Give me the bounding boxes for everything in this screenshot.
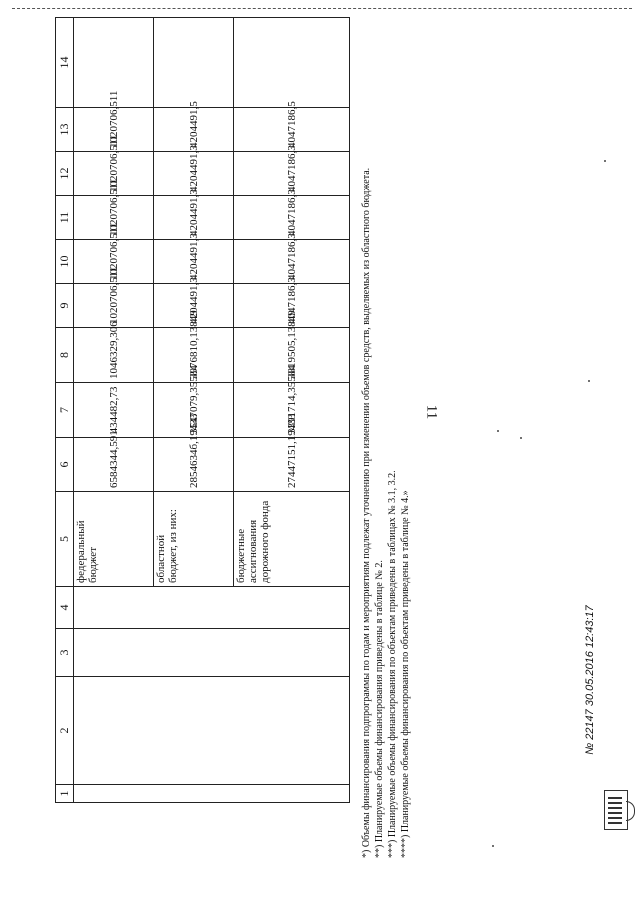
page-number: 11 (423, 404, 440, 420)
column-header: 8 (56, 328, 74, 383)
scan-speck (520, 437, 522, 439)
value-cell: 1020706,511 (74, 240, 154, 284)
value-cell: 1020706,511 (74, 196, 154, 240)
table-row (74, 18, 154, 803)
column-header: 11 (56, 196, 74, 240)
value-cell: 3819505,13849 (234, 328, 350, 383)
table-cell (74, 677, 350, 785)
column-header: 5 (56, 492, 74, 587)
footnote: **) Планируемые объемы финансирования приведены в таблице № 2. (374, 560, 385, 858)
table-cell (74, 785, 350, 803)
column-header: 3 (56, 629, 74, 677)
value-cell: 4204491,3 (154, 284, 234, 328)
column-header: 7 (56, 383, 74, 438)
footnote: *) Объемы финансирования подпрограммы по годам и мероприятиям подлежат уточнению при изменении объемов средств, выделяемых из областного бюджета. (361, 167, 372, 858)
value-cell: 4204491,3 (154, 152, 234, 196)
value-cell: 2854634б,19433 (154, 438, 234, 492)
value-cell: 6584344,591 (74, 438, 154, 492)
footnotes-container (360, 18, 416, 858)
value-cell: 3976810,13849 (154, 328, 234, 383)
column-header: 6 (56, 438, 74, 492)
value-cell: 1046329,306 (74, 328, 154, 383)
footnotes-rotated (360, 18, 416, 858)
value-cell: 434482,73 (74, 383, 154, 438)
value-cell: 1020706,511 (74, 108, 154, 152)
financing-table (55, 17, 350, 803)
value-cell: 4204491,3 (154, 196, 234, 240)
column-header: 12 (56, 152, 74, 196)
scan-speck (604, 160, 606, 162)
scan-speck (492, 845, 494, 847)
footnote: ***) Планируемые объемы финансирования по объектам приведены в таблицах № 3.1, 3.2. (387, 470, 398, 858)
value-cell: 1020706,511 (74, 284, 154, 328)
column-header: 9 (56, 284, 74, 328)
value-cell (154, 18, 234, 108)
value-cell: 4047186,3 (234, 284, 350, 328)
column-header: 10 (56, 240, 74, 284)
value-cell: 4047186,3 (234, 196, 350, 240)
value-cell: 4047186,5 (234, 108, 350, 152)
table-cell (74, 587, 350, 629)
value-cell: 4204491,3 (154, 240, 234, 284)
value-cell: 4204491,5 (154, 108, 234, 152)
column-header: 13 (56, 108, 74, 152)
value-cell: 1020706,511 (74, 152, 154, 196)
column-header: 1 (56, 785, 74, 803)
table-cell (74, 629, 350, 677)
registration-stamp: № 22147 30.05.2016 12:43:17 (584, 605, 596, 755)
funding-source-cell: бюджетные ассигнования дорожного фонда (234, 492, 350, 587)
seal-icon (604, 790, 628, 830)
value-cell: 27447151,19433 (234, 438, 350, 492)
footnote: ****) Планируемые объемы финансирования по объектам приведены в таблице № 4.» (400, 490, 411, 858)
value-cell: 4047186,3 (234, 240, 350, 284)
table-rotated (55, 18, 350, 803)
column-header: 14 (56, 18, 74, 108)
scan-speck (588, 380, 590, 382)
header-row (56, 18, 74, 803)
value-cell (234, 18, 350, 108)
funding-source-cell: областной бюджет, из них: (154, 492, 234, 587)
value-cell: 4047186,3 (234, 152, 350, 196)
column-header: 4 (56, 587, 74, 629)
top-rule (12, 8, 632, 9)
value-cell: 3547079,35584 (154, 383, 234, 438)
funding-source-cell: федеральный бюджет (74, 492, 154, 587)
column-header: 2 (56, 677, 74, 785)
table-container (55, 18, 350, 803)
scan-speck (497, 430, 499, 432)
value-cell: 3391714,35584 (234, 383, 350, 438)
